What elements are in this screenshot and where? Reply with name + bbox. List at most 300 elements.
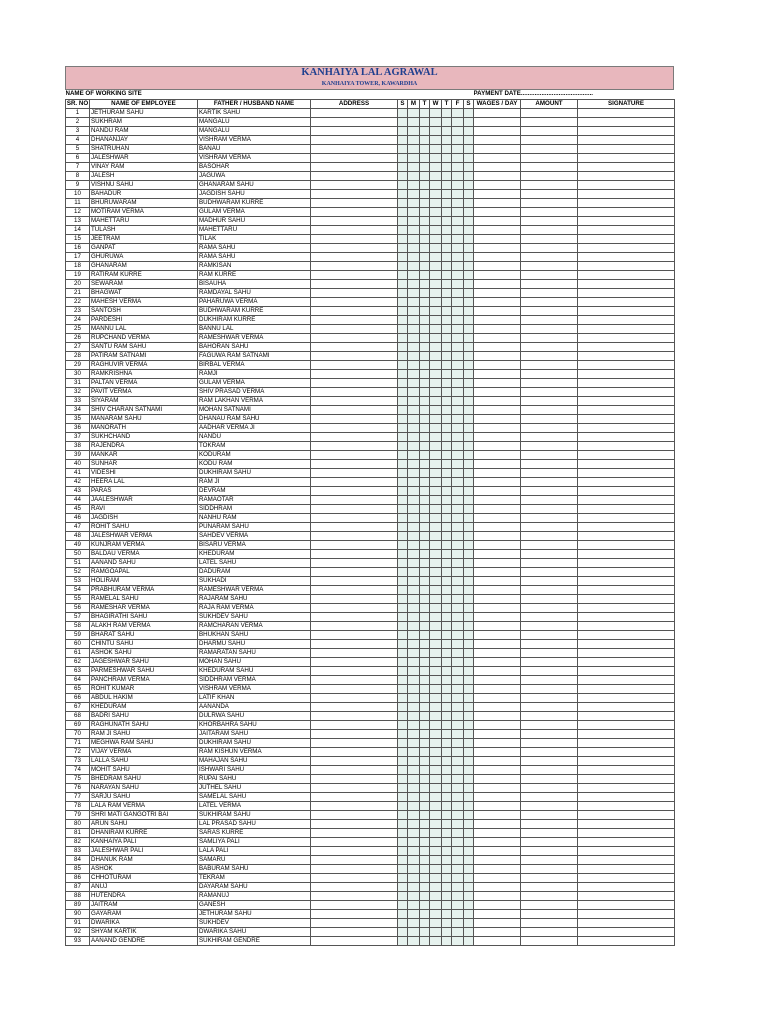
attendance-cell <box>420 360 430 369</box>
signature-cell <box>578 117 675 126</box>
table-row <box>66 720 675 729</box>
attendance-cell <box>442 288 452 297</box>
signature-cell <box>578 108 675 117</box>
attendance-cell <box>430 180 442 189</box>
attendance-cell <box>398 540 408 549</box>
attendance-cell <box>442 801 452 810</box>
employee-name-cell: JAALESHWAR <box>90 495 198 504</box>
address-cell <box>311 270 398 279</box>
father-name-cell: RAMARATAN SAHU <box>198 648 311 657</box>
signature-cell <box>578 936 675 945</box>
amount-cell <box>521 873 578 882</box>
attendance-cell <box>430 315 442 324</box>
attendance-cell <box>452 756 464 765</box>
attendance-cell <box>442 783 452 792</box>
attendance-cell <box>430 117 442 126</box>
wages-cell <box>474 450 521 459</box>
amount-cell <box>521 441 578 450</box>
address-cell <box>311 153 398 162</box>
attendance-cell <box>452 117 464 126</box>
attendance-cell <box>430 882 442 891</box>
attendance-cell <box>398 378 408 387</box>
attendance-cell <box>452 306 464 315</box>
attendance-cell <box>408 855 420 864</box>
signature-cell <box>578 333 675 342</box>
address-cell <box>311 747 398 756</box>
signature-cell <box>578 369 675 378</box>
table-row <box>66 171 675 180</box>
attendance-cell <box>430 558 442 567</box>
address-cell <box>311 126 398 135</box>
sr-no-cell: 81 <box>66 828 90 837</box>
address-cell <box>311 819 398 828</box>
attendance-cell <box>452 648 464 657</box>
wages-cell <box>474 369 521 378</box>
table-row <box>66 117 675 126</box>
amount-cell <box>521 828 578 837</box>
attendance-cell <box>420 828 430 837</box>
attendance-cell <box>420 936 430 945</box>
father-name-cell: RAMANUJ <box>198 891 311 900</box>
attendance-cell <box>464 765 474 774</box>
attendance-cell <box>452 135 464 144</box>
signature-cell <box>578 171 675 180</box>
attendance-cell <box>464 432 474 441</box>
attendance-cell <box>408 324 420 333</box>
table-row <box>66 891 675 900</box>
employee-name-cell: BHAGIRATHI SAHU <box>90 612 198 621</box>
attendance-cell <box>442 747 452 756</box>
wages-cell <box>474 873 521 882</box>
attendance-cell <box>430 423 442 432</box>
sr-no-cell: 9 <box>66 180 90 189</box>
father-name-cell: BUDHWARAM KURRE <box>198 198 311 207</box>
attendance-cell <box>398 333 408 342</box>
sr-no-cell: 14 <box>66 225 90 234</box>
attendance-cell <box>408 810 420 819</box>
sr-no-cell: 74 <box>66 765 90 774</box>
wages-cell <box>474 288 521 297</box>
amount-cell <box>521 306 578 315</box>
table-row <box>66 621 675 630</box>
signature-cell <box>578 621 675 630</box>
table-row <box>66 657 675 666</box>
table-row <box>66 279 675 288</box>
attendance-cell <box>430 477 442 486</box>
sr-no-cell: 72 <box>66 747 90 756</box>
attendance-cell <box>408 180 420 189</box>
table-row <box>66 198 675 207</box>
attendance-cell <box>408 576 420 585</box>
employee-name-cell: BAHADUR <box>90 189 198 198</box>
signature-cell <box>578 630 675 639</box>
attendance-cell <box>464 333 474 342</box>
attendance-cell <box>420 270 430 279</box>
attendance-cell <box>398 108 408 117</box>
attendance-cell <box>452 873 464 882</box>
employee-name-cell: HUTENDRA <box>90 891 198 900</box>
attendance-cell <box>430 396 442 405</box>
table-row <box>66 495 675 504</box>
attendance-cell <box>452 495 464 504</box>
attendance-cell <box>464 648 474 657</box>
wages-cell <box>474 891 521 900</box>
attendance-cell <box>408 666 420 675</box>
sr-no-cell: 29 <box>66 360 90 369</box>
signature-cell <box>578 576 675 585</box>
address-cell <box>311 900 398 909</box>
father-name-cell: KODURAM <box>198 450 311 459</box>
father-name-cell: LATEL VERMA <box>198 801 311 810</box>
sr-no-cell: 26 <box>66 333 90 342</box>
attendance-cell <box>398 693 408 702</box>
attendance-cell <box>420 324 430 333</box>
attendance-cell <box>430 207 442 216</box>
attendance-cell <box>420 216 430 225</box>
sr-no-cell: 17 <box>66 252 90 261</box>
attendance-cell <box>430 720 442 729</box>
wages-cell <box>474 639 521 648</box>
signature-cell <box>578 459 675 468</box>
wages-cell <box>474 927 521 936</box>
table-row <box>66 144 675 153</box>
signature-cell <box>578 135 675 144</box>
attendance-cell <box>464 603 474 612</box>
attendance-cell <box>452 153 464 162</box>
attendance-cell <box>464 882 474 891</box>
father-name-cell: RAMA SAHU <box>198 252 311 261</box>
attendance-cell <box>398 774 408 783</box>
attendance-cell <box>442 720 452 729</box>
signature-cell <box>578 918 675 927</box>
father-name-cell: LATEL SAHU <box>198 558 311 567</box>
amount-cell <box>521 243 578 252</box>
address-cell <box>311 342 398 351</box>
attendance-cell <box>464 540 474 549</box>
signature-cell <box>578 342 675 351</box>
attendance-cell <box>408 711 420 720</box>
signature-cell <box>578 594 675 603</box>
amount-cell <box>521 837 578 846</box>
attendance-cell <box>408 243 420 252</box>
attendance-cell <box>452 918 464 927</box>
attendance-cell <box>464 837 474 846</box>
table-row <box>66 405 675 414</box>
amount-cell <box>521 765 578 774</box>
sr-no-cell: 38 <box>66 441 90 450</box>
wages-cell <box>474 180 521 189</box>
signature-cell <box>578 810 675 819</box>
attendance-cell <box>452 522 464 531</box>
attendance-cell <box>420 846 430 855</box>
table-row <box>66 297 675 306</box>
sr-no-cell: 89 <box>66 900 90 909</box>
attendance-cell <box>442 441 452 450</box>
amount-cell <box>521 387 578 396</box>
wages-cell <box>474 315 521 324</box>
address-cell <box>311 621 398 630</box>
attendance-cell <box>398 783 408 792</box>
signature-cell <box>578 243 675 252</box>
attendance-cell <box>420 774 430 783</box>
attendance-cell <box>430 414 442 423</box>
signature-cell <box>578 126 675 135</box>
father-name-cell: DUKHIRAM SAHU <box>198 468 311 477</box>
attendance-cell <box>408 567 420 576</box>
attendance-cell <box>420 792 430 801</box>
attendance-cell <box>464 270 474 279</box>
attendance-cell <box>408 369 420 378</box>
attendance-cell <box>408 693 420 702</box>
attendance-cell <box>464 225 474 234</box>
father-name-cell: RAMESHWAR VERMA <box>198 333 311 342</box>
attendance-cell <box>464 927 474 936</box>
attendance-cell <box>464 234 474 243</box>
table-row <box>66 441 675 450</box>
attendance-cell <box>398 198 408 207</box>
attendance-cell <box>430 693 442 702</box>
attendance-cell <box>408 459 420 468</box>
attendance-cell <box>398 720 408 729</box>
father-name-cell: SUKHADI <box>198 576 311 585</box>
amount-cell <box>521 486 578 495</box>
attendance-cell <box>420 927 430 936</box>
signature-cell <box>578 396 675 405</box>
col-day-wed: W <box>430 99 442 108</box>
attendance-cell <box>442 459 452 468</box>
employee-name-cell: ROHIT SAHU <box>90 522 198 531</box>
attendance-cell <box>452 315 464 324</box>
attendance-cell <box>398 810 408 819</box>
table-row <box>66 414 675 423</box>
attendance-cell <box>408 387 420 396</box>
table-row <box>66 126 675 135</box>
attendance-cell <box>442 315 452 324</box>
employee-name-cell: JALESH <box>90 171 198 180</box>
attendance-cell <box>452 792 464 801</box>
father-name-cell: BABURAM SAHU <box>198 864 311 873</box>
sr-no-cell: 73 <box>66 756 90 765</box>
father-name-cell: ISHWARI SAHU <box>198 765 311 774</box>
address-cell <box>311 828 398 837</box>
attendance-cell <box>420 396 430 405</box>
attendance-cell <box>420 405 430 414</box>
attendance-cell <box>442 927 452 936</box>
employee-name-cell: AANAND GENDRE <box>90 936 198 945</box>
attendance-cell <box>464 576 474 585</box>
employee-name-cell: SANTOSH <box>90 306 198 315</box>
attendance-cell <box>420 450 430 459</box>
attendance-cell <box>430 918 442 927</box>
attendance-cell <box>408 117 420 126</box>
signature-cell <box>578 603 675 612</box>
address-cell <box>311 648 398 657</box>
attendance-cell <box>430 288 442 297</box>
wages-cell <box>474 630 521 639</box>
sr-no-cell: 87 <box>66 882 90 891</box>
address-cell <box>311 450 398 459</box>
table-row <box>66 153 675 162</box>
table-row <box>66 612 675 621</box>
sr-no-cell: 86 <box>66 873 90 882</box>
sr-no-cell: 30 <box>66 369 90 378</box>
attendance-cell <box>420 108 430 117</box>
employee-name-cell: JALESHWAR <box>90 153 198 162</box>
employee-name-cell: CHHOTURAM <box>90 873 198 882</box>
sr-no-cell: 24 <box>66 315 90 324</box>
attendance-cell <box>442 234 452 243</box>
signature-cell <box>578 819 675 828</box>
attendance-cell <box>398 504 408 513</box>
attendance-cell <box>398 324 408 333</box>
table-row <box>66 765 675 774</box>
amount-cell <box>521 927 578 936</box>
table-row <box>66 693 675 702</box>
attendance-cell <box>442 864 452 873</box>
attendance-cell <box>452 360 464 369</box>
address-cell <box>311 306 398 315</box>
attendance-cell <box>430 711 442 720</box>
sr-no-cell: 49 <box>66 540 90 549</box>
attendance-cell <box>442 468 452 477</box>
father-name-cell: MADHUR SAHU <box>198 216 311 225</box>
father-name-cell: MOHAN SAHU <box>198 657 311 666</box>
sr-no-cell: 40 <box>66 459 90 468</box>
attendance-cell <box>398 729 408 738</box>
employee-name-cell: SHRI MATI GANGOTRI BAI <box>90 810 198 819</box>
attendance-cell <box>442 639 452 648</box>
sr-no-cell: 43 <box>66 486 90 495</box>
amount-cell <box>521 567 578 576</box>
attendance-cell <box>408 234 420 243</box>
attendance-cell <box>420 342 430 351</box>
attendance-cell <box>420 162 430 171</box>
amount-cell <box>521 468 578 477</box>
attendance-cell <box>398 234 408 243</box>
amount-cell <box>521 810 578 819</box>
wages-cell <box>474 648 521 657</box>
table-row <box>66 675 675 684</box>
sr-no-cell: 4 <box>66 135 90 144</box>
wages-cell <box>474 207 521 216</box>
wages-cell <box>474 333 521 342</box>
attendance-cell <box>398 432 408 441</box>
attendance-cell <box>442 432 452 441</box>
attendance-cell <box>452 144 464 153</box>
attendance-cell <box>464 684 474 693</box>
signature-cell <box>578 639 675 648</box>
attendance-cell <box>398 441 408 450</box>
attendance-cell <box>442 477 452 486</box>
wages-cell <box>474 909 521 918</box>
table-row <box>66 513 675 522</box>
signature-cell <box>578 531 675 540</box>
sr-no-cell: 75 <box>66 774 90 783</box>
address-cell <box>311 756 398 765</box>
attendance-cell <box>430 225 442 234</box>
signature-cell <box>578 144 675 153</box>
attendance-cell <box>452 108 464 117</box>
attendance-cell <box>430 108 442 117</box>
father-name-cell: RAMJI <box>198 369 311 378</box>
table-row <box>66 387 675 396</box>
amount-cell <box>521 666 578 675</box>
table-row <box>66 369 675 378</box>
attendance-cell <box>420 135 430 144</box>
employee-name-cell: AANAND SAHU <box>90 558 198 567</box>
employee-name-cell: PAVIT VERMA <box>90 387 198 396</box>
attendance-cell <box>464 909 474 918</box>
father-name-cell: GHANARAM SAHU <box>198 180 311 189</box>
employee-name-cell: RAMKRISHNA <box>90 369 198 378</box>
signature-cell <box>578 360 675 369</box>
employee-name-cell: DHANIRAM KURRE <box>90 828 198 837</box>
attendance-cell <box>464 531 474 540</box>
employee-name-cell: ASHOK SAHU <box>90 648 198 657</box>
wages-cell <box>474 918 521 927</box>
wages-cell <box>474 882 521 891</box>
employee-name-cell: PALTAN VERMA <box>90 378 198 387</box>
attendance-cell <box>420 837 430 846</box>
address-cell <box>311 567 398 576</box>
attendance-cell <box>420 900 430 909</box>
table-row <box>66 243 675 252</box>
attendance-cell <box>408 306 420 315</box>
attendance-cell <box>430 567 442 576</box>
wages-cell <box>474 225 521 234</box>
father-name-cell: SHIV PRASAD VERMA <box>198 387 311 396</box>
attendance-cell <box>442 918 452 927</box>
table-row <box>66 702 675 711</box>
address-cell <box>311 405 398 414</box>
table-row <box>66 288 675 297</box>
attendance-cell <box>430 279 442 288</box>
table-row <box>66 378 675 387</box>
attendance-cell <box>398 648 408 657</box>
signature-cell <box>578 486 675 495</box>
attendance-cell <box>420 279 430 288</box>
attendance-cell <box>464 585 474 594</box>
wages-cell <box>474 828 521 837</box>
attendance-cell <box>408 504 420 513</box>
employee-name-cell: VIDESHI <box>90 468 198 477</box>
table-row <box>66 927 675 936</box>
attendance-cell <box>442 792 452 801</box>
father-name-cell: JAITARAM SAHU <box>198 729 311 738</box>
father-name-cell: RAMDAYAL SAHU <box>198 288 311 297</box>
table-row <box>66 522 675 531</box>
employee-name-cell: TULASH <box>90 225 198 234</box>
sr-no-cell: 83 <box>66 846 90 855</box>
attendance-cell <box>420 234 430 243</box>
attendance-cell <box>464 171 474 180</box>
attendance-cell <box>464 918 474 927</box>
sr-no-cell: 65 <box>66 684 90 693</box>
father-name-cell: RAMESHWAR VERMA <box>198 585 311 594</box>
wages-cell <box>474 783 521 792</box>
wages-cell <box>474 513 521 522</box>
signature-cell <box>578 756 675 765</box>
attendance-cell <box>398 936 408 945</box>
sr-no-cell: 20 <box>66 279 90 288</box>
amount-cell <box>521 117 578 126</box>
table-row <box>66 207 675 216</box>
attendance-cell <box>420 558 430 567</box>
attendance-cell <box>442 135 452 144</box>
father-name-cell: KHORBAHRA SAHU <box>198 720 311 729</box>
attendance-cell <box>452 558 464 567</box>
attendance-cell <box>420 414 430 423</box>
